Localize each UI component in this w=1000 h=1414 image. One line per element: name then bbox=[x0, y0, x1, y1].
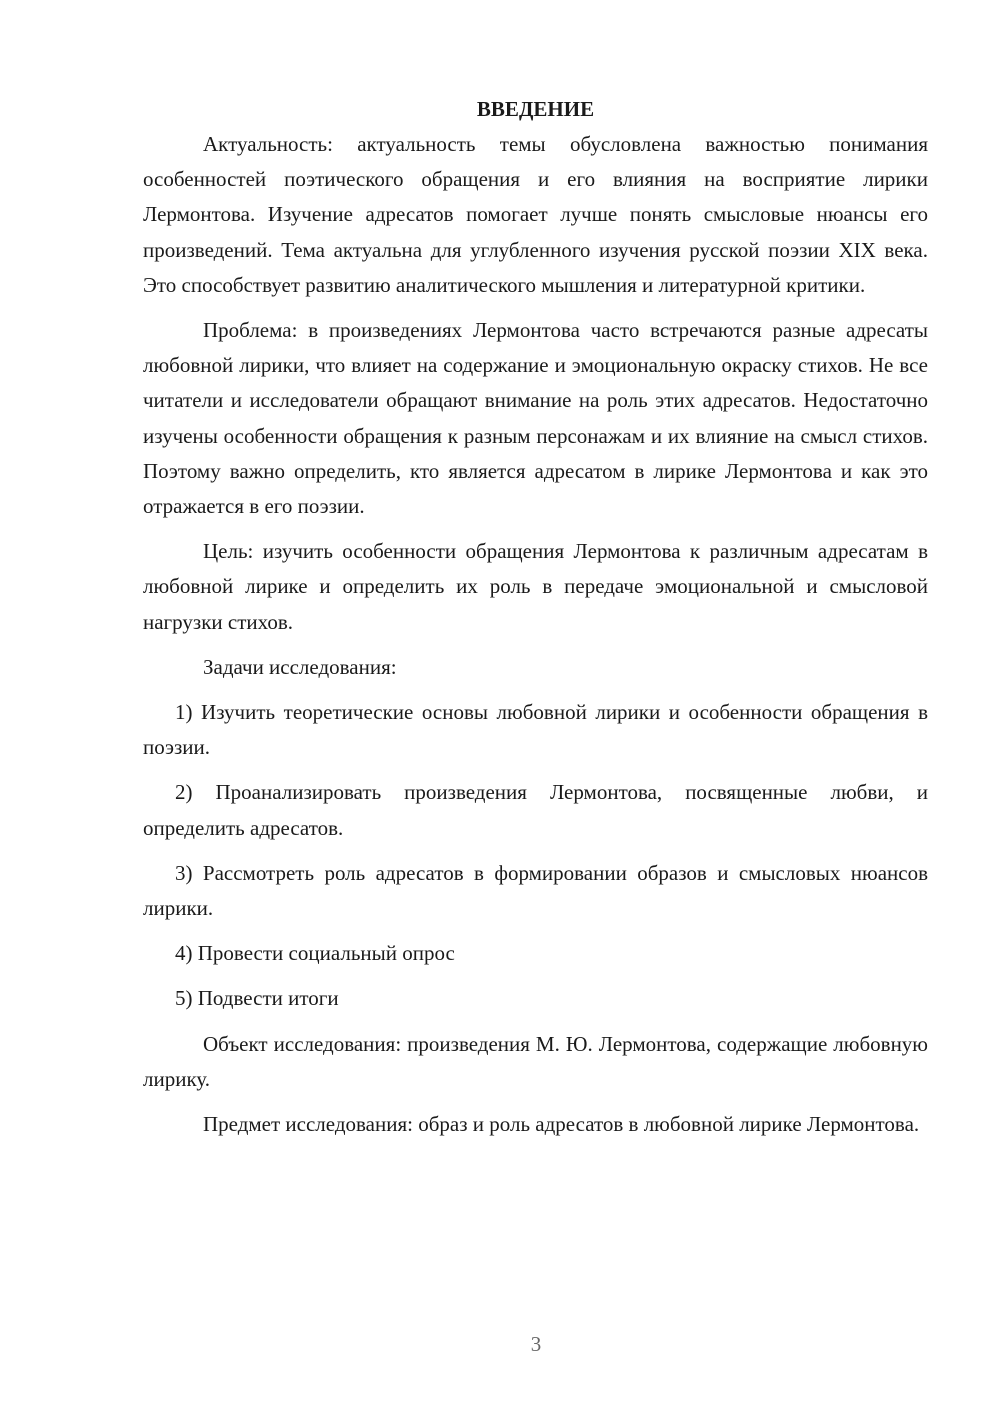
paragraph-subject: Предмет исследования: образ и роль адресатов в любовной лирике Лермонтова. bbox=[203, 1112, 920, 1137]
list-item: 4) Провести социальный опрос bbox=[175, 941, 455, 966]
paragraph-tasks-title: Задачи исследования: bbox=[203, 654, 397, 679]
paragraph-problem: Проблема: в произведениях Лермонтова часто встречаются разные адресаты любовной лирики, что влияет на содержание и эмоциональную окраску стихов. Не все читатели и исследователи обращают внимание на роль этих адресатов. Недостаточно изучены особенности обращения к разным персонажам и их влияние на смысл стихов. Поэтому важно определить, кто является адресатом в лирике Лермонтова и как это отражается в его поэзии. bbox=[143, 318, 928, 519]
page-number: 3 bbox=[530, 1332, 542, 1356]
document-page bbox=[143, 92, 928, 1152]
list-item: 5) Подвести итоги bbox=[175, 986, 339, 1011]
paragraph-object: Объект исследования: произведения М. Ю. Лермонтова, содержащие любовную лирику. bbox=[143, 1031, 928, 1091]
paragraph-relevance: Актуальность: актуальность темы обусловлена важностью понимания особенностей поэтического обращения и его влияния на восприятие лирики Лермонтова. Изучение адресатов помогает лучше понять смысловые нюансы его произведений. Тема актуальна для углубленного изучения русской поэзии XIX века. Это способствует развитию аналитического мышления и литературной критики. bbox=[143, 132, 928, 297]
list-item: 3) Рассмотреть роль адресатов в формировании образов и смысловых нюансов лирики. bbox=[143, 860, 928, 921]
list-item: 1) Изучить теоретические основы любовной лирики и особенности обращения в поэзии. bbox=[143, 700, 928, 760]
page-title: ВВЕДЕНИЕ bbox=[476, 97, 595, 121]
list-item: 2) Проанализировать произведения Лермонтова, посвященные любви, и определить адресатов. bbox=[143, 780, 928, 840]
paragraph-goal: Цель: изучить особенности обращения Лермонтова к различным адресатам в любовной лирике и определить их роль в передаче эмоциональной и смысловой нагрузки стихов. bbox=[143, 539, 928, 634]
